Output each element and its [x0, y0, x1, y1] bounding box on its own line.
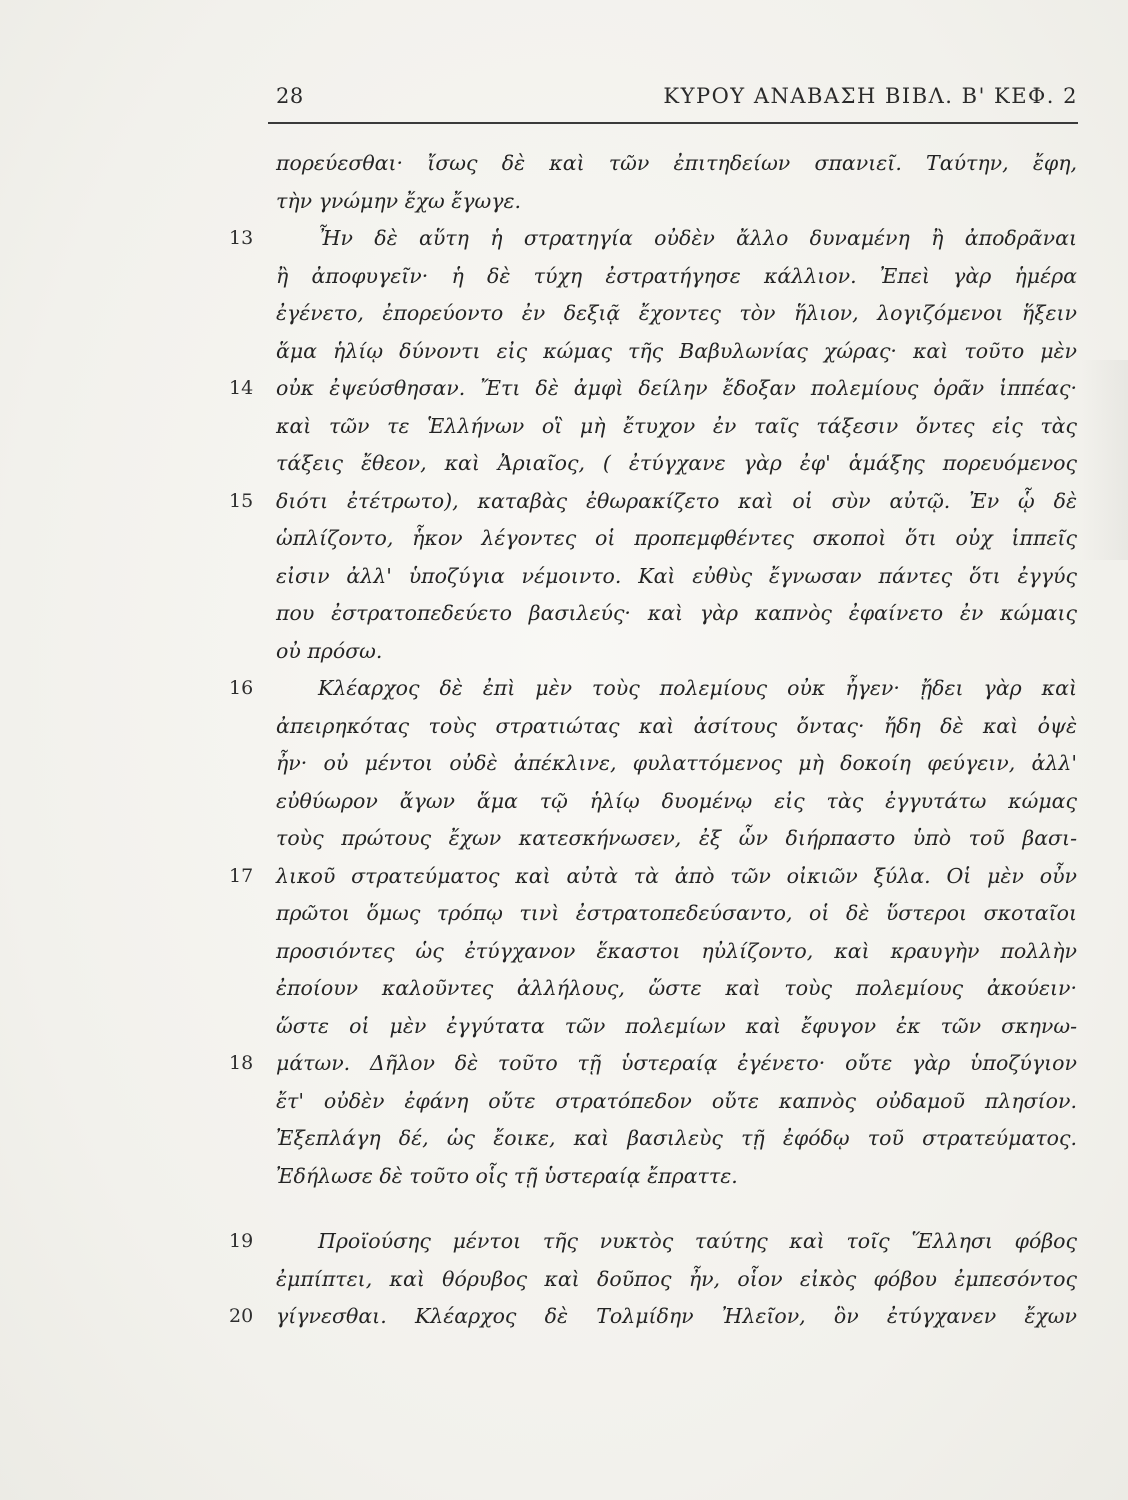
line-text: ἢ ἀποφυγεῖν· ἡ δὲ τύχη ἐστρατήγησε κάλλιον. Ἐπεὶ γὰρ ἡμέρα [276, 263, 1077, 288]
running-title: ΚΥΡΟΥ ΑΝΑΒΑΣΗ ΒΙΒΛ. Β' ΚΕΦ. 2 [663, 84, 1078, 108]
header-rule [268, 122, 1078, 124]
text-line [0, 520, 1128, 558]
line-text: εἰσιν ἀλλ' ὑποζύγια νέμοιντο. Καὶ εὐθὺς ἔγνωσαν πάντες ὅτι ἐγγύς [276, 563, 1077, 588]
blank-line [0, 1195, 1128, 1223]
line-text: ἐγένετο, ἐπορεύοντο ἐν δεξιᾷ ἔχοντες τὸν ἥλιον, λογιζόμενοι ἥξειν [276, 301, 1077, 325]
section-number: 13 [229, 227, 254, 249]
section-number: 18 [229, 1052, 254, 1074]
line-text: Κλέαρχος δὲ ἐπὶ μὲν τοὺς πολεμίους οὐκ ἦγεν· ᾔδει γὰρ καὶ [318, 676, 1077, 700]
text-line [0, 220, 1128, 258]
line-text: ὥστε οἱ μὲν ἐγγύτατα τῶν πολεμίων καὶ ἔφυγον ἐκ τῶν σκηνω- [276, 1013, 1077, 1038]
line-text: πορεύεσθαι· ἴσως δὲ καὶ τῶν ἐπιτηδείων σπανιεῖ. Ταύτην, ἔφη, [276, 151, 1077, 175]
line-text: ἐποίουν καλοῦντες ἀλλήλους, ὥστε καὶ τοὺς πολεμίους ἀκούειν· [276, 976, 1077, 1000]
line-text: γίγνεσθαι. Κλέαρχος δὲ Τολμίδην Ἠλεῖον, ὃν ἐτύγχανεν ἔχων [276, 1304, 1077, 1328]
text-line [0, 783, 1128, 821]
line-text: προσιόντες ὡς ἐτύγχανον ἕκαστοι ηὐλίζοντο, καὶ κραυγὴν πολλὴν [276, 938, 1077, 963]
text-line [0, 295, 1128, 333]
text-line [0, 670, 1128, 708]
page-number: 28 [276, 84, 304, 108]
line-text: τοὺς πρώτους ἔχων κατεσκήνωσεν, ἐξ ὧν διήρπαστο ὑπὸ τοῦ βασι- [276, 826, 1077, 850]
text-line [0, 970, 1128, 1008]
text-line [0, 595, 1128, 633]
section-number: 16 [229, 677, 254, 699]
text-line [0, 745, 1128, 783]
text-line [0, 1008, 1128, 1046]
text-line [0, 445, 1128, 483]
text-line [0, 1298, 1128, 1336]
text-line [0, 408, 1128, 446]
text-line [0, 1083, 1128, 1121]
line-text: ὡπλίζοντο, ἧκον λέγοντες οἱ προπεμφθέντες σκοποὶ ὅτι οὐχ ἱππεῖς [276, 526, 1077, 550]
line-text: λικοῦ στρατεύματος καὶ αὐτὰ τὰ ἀπὸ τῶν οἰκιῶν ξύλα. Οἱ μὲν οὖν [276, 863, 1077, 888]
line-text: ἔτ' οὐδὲν ἐφάνη οὔτε στρατόπεδον οὔτε καπνὸς οὐδαμοῦ πλησίον. [276, 1088, 1077, 1113]
line-text: ἦν· οὐ μέντοι οὐδὲ ἀπέκλινε, φυλαττόμενος μὴ δοκοίη φεύγειν, ἀλλ' [276, 751, 1077, 775]
text-line [0, 183, 1128, 221]
text-line [0, 708, 1128, 746]
line-text: οὐκ ἐψεύσθησαν. Ἔτι δὲ ἀμφὶ δείλην ἔδοξαν πολεμίους ὁρᾶν ἱππέας· [276, 376, 1077, 400]
text-line [0, 858, 1128, 896]
line-text: ἅμα ἡλίῳ δύνοντι εἰς κώμας τῆς Βαβυλωνίας χώρας· καὶ τοῦτο μὲν [276, 338, 1077, 363]
text-line [0, 370, 1128, 408]
text-line [0, 895, 1128, 933]
line-text: πρῶτοι ὅμως τρόπῳ τινὶ ἐστρατοπεδεύσαντο, οἱ δὲ ὕστεροι σκοταῖοι [276, 901, 1077, 925]
show-through-shadow [1080, 360, 1128, 560]
line-text: Ἦν δὲ αὕτη ἡ στρατηγία οὐδὲν ἄλλο δυναμένη ἢ ἀποδρᾶναι [318, 226, 1077, 250]
section-number: 14 [229, 377, 254, 399]
text-line [0, 633, 1128, 671]
section-number: 17 [229, 864, 254, 887]
line-text: τὴν γνώμην ἔχω ἔγωγε. [276, 188, 522, 213]
line-text: εὐθύωρον ἄγων ἅμα τῷ ἡλίῳ δυομένῳ εἰς τὰς ἐγγυτάτω κώμας [276, 788, 1077, 813]
text-line [0, 933, 1128, 971]
line-text: διότι ἐτέτρωτο), καταβὰς ἐθωρακίζετο καὶ οἱ σὺν αὐτῷ. Ἐν ᾧ δὲ [276, 488, 1077, 513]
text-line [0, 1158, 1128, 1196]
section-number: 20 [229, 1305, 254, 1327]
line-text: που ἐστρατοπεδεύετο βασιλεύς· καὶ γὰρ καπνὸς ἐφαίνετο ἐν κώμαις [276, 601, 1077, 625]
text-line [0, 483, 1128, 521]
text-line [0, 1045, 1128, 1083]
text-line [0, 1261, 1128, 1299]
text-block [0, 145, 1128, 1336]
line-text: Προϊούσης μέντοι τῆς νυκτὸς ταύτης καὶ τοῖς Ἕλλησι φόβος [318, 1229, 1077, 1253]
text-line [0, 1223, 1128, 1261]
line-text: οὐ πρόσω. [276, 638, 383, 663]
line-text: Ἐδήλωσε δὲ τοῦτο οἷς τῇ ὑστεραίᾳ ἔπραττε. [276, 1163, 738, 1188]
section-number: 19 [229, 1230, 254, 1252]
text-line [0, 558, 1128, 596]
text-line [0, 258, 1128, 296]
line-text: ἀπειρηκότας τοὺς στρατιώτας καὶ ἀσίτους ὄντας· ἤδη δὲ καὶ ὀψὲ [276, 713, 1077, 738]
page-header [272, 84, 1078, 124]
text-line [0, 145, 1128, 183]
text-line [0, 333, 1128, 371]
line-text: ἐμπίπτει, καὶ θόρυβος καὶ δοῦπος ἦν, οἷον εἰκὸς φόβου ἐμπεσόντος [276, 1266, 1077, 1291]
line-text: Ἐξεπλάγη δέ, ὡς ἔοικε, καὶ βασιλεὺς τῇ ἐφόδῳ τοῦ στρατεύματος. [276, 1126, 1077, 1150]
text-line [0, 1120, 1128, 1158]
text-line [0, 820, 1128, 858]
line-text: τάξεις ἔθεον, καὶ Ἀριαῖος, ( ἐτύγχανε γὰρ ἐφ' ἁμάξης πορευόμενος [276, 451, 1077, 475]
section-number: 15 [229, 489, 254, 512]
line-text: μάτων. Δῆλον δὲ τοῦτο τῇ ὑστεραίᾳ ἐγένετο· οὔτε γὰρ ὑποζύγιον [276, 1051, 1077, 1075]
line-text: καὶ τῶν τε Ἑλλήνων οἳ μὴ ἔτυχον ἐν ταῖς τάξεσιν ὄντες εἰς τὰς [276, 413, 1077, 438]
